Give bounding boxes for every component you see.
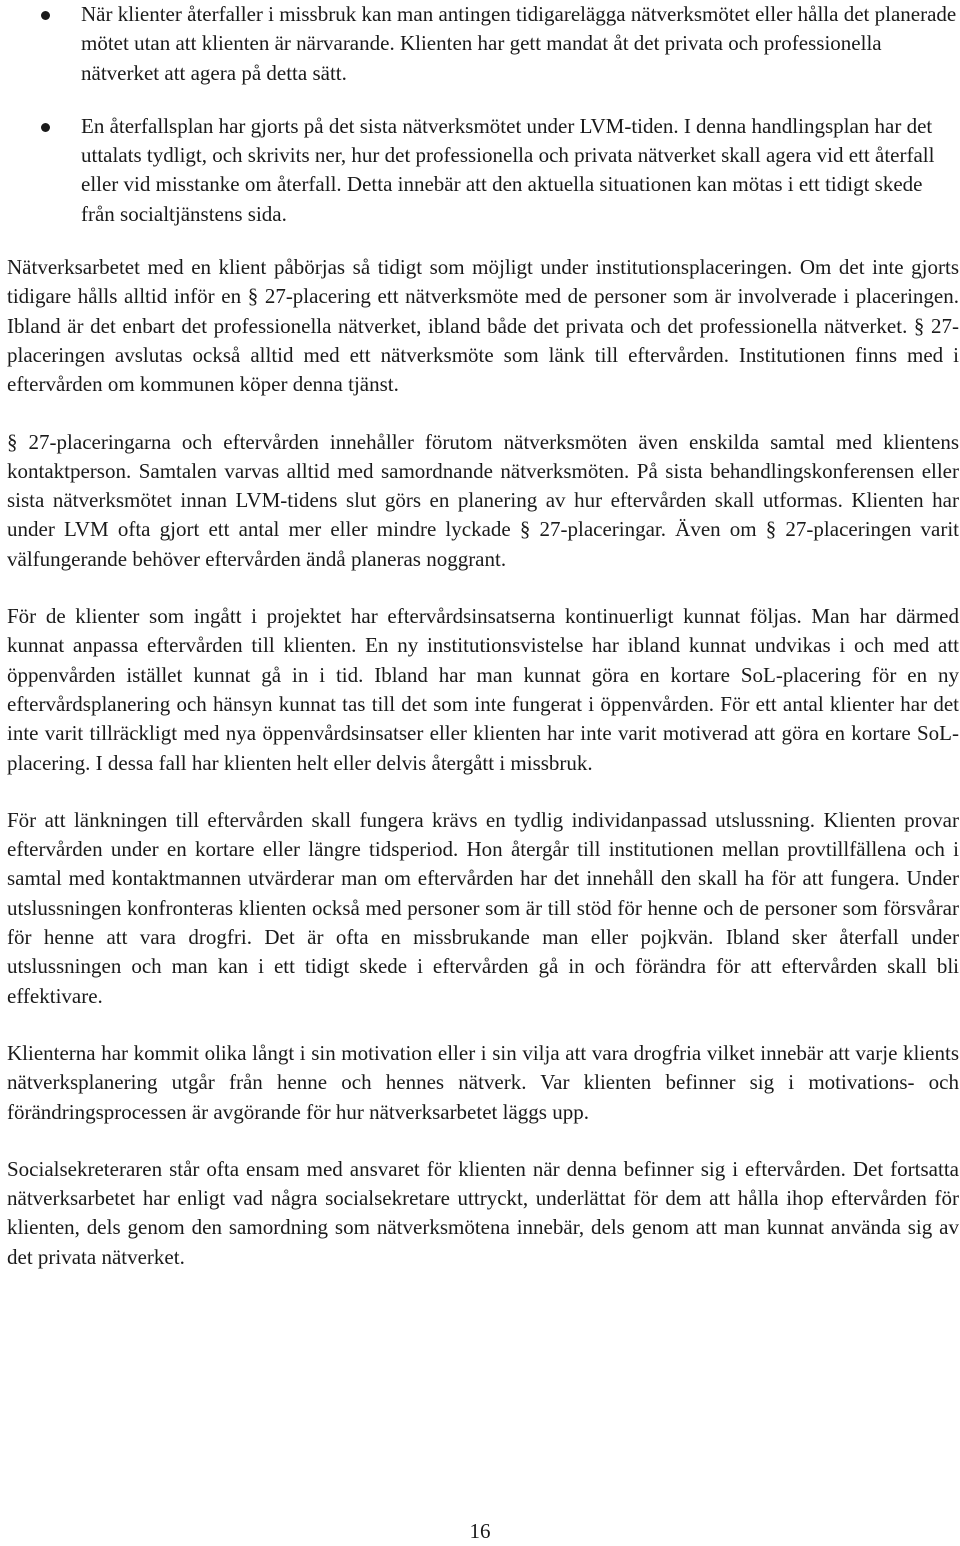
paragraph: Nätverksarbetet med en klient påbörjas så tidigt som möjligt under institutionsplaceringen. Om det inte gjorts tidigare hålls alltid inför en § 27-placering ett nätverksmöte med de personer som är involverade i placeringen. Ibland är det enbart det professionella nätverket, ibland både det privata och det professionella nätverket. § 27-placeringen avslutas också alltid med ett nätverksmöte som länk till eftervården. Institutionen finns med i eftervården om kommunen köper denna tjänst. (7, 255, 959, 397)
list-item (7, 112, 959, 229)
page-content (7, 0, 959, 1272)
paragraph: Klienterna har kommit olika långt i sin motivation eller i sin vilja att vara drogfria vilket innebär att varje klients nätverksplanering utgår från henne och hennes nätverk. Var klienten befinner sig i motivations- och förändringsprocessen är avgörande för hur nätverksarbetet läggs upp. (7, 1040, 959, 1124)
paragraph: Socialsekreteraren står ofta ensam med ansvaret för klienten när denna befinner sig i eftervården. Det fortsatta nätverksarbetet har enligt vad några socialsekretare uttryckt, underlättat för dem att hålla ihop eftervården för klienten, dels genom den samordning som nätverksmötena innebär, dels genom att man kunnat använda sig av det privata nätverket. (7, 1156, 959, 1269)
paragraph: För de klienter som ingått i projektet har eftervårdsinsatserna kontinuerligt kunnat följas. Man har därmed kunnat anpassa eftervården till klienten. En ny institutionsvistelse har ibland kunnat undvikas i och med att öppenvården istället kunnat gå in i tid. Ibland har man kunnat göra en kortare SoL-placering för en ny eftervårdsplanering och hänsyn kunnat tas till det som inte fungerat i öppenvården. För ett antal klienter har det inte varit tillräckligt med nya öppenvårdsinsatser eller klienten har inte varit motiverad att göra en kortare SoL-placering. I dessa fall har klienten helt eller delvis återgått i missbruk. (7, 604, 959, 775)
bullet-icon (41, 123, 50, 132)
list-item (7, 0, 959, 88)
paragraph: För att länkningen till eftervården skall fungera krävs en tydlig individanpassad utslussning. Klienten provar eftervården under en kortare eller längre tidsperiod. Hon återgår till institutionen mellan provtillfällena och i samtal med kontaktmannen utvärderar man om eftervården har det innehåll den skall ha för att fungera. Under utslussningen konfronteras klienten också med personer som är till stöd för henne och de personer som försvårar för henne att vara drogfri. Det är ofta en missbrukande man eller pojkvän. Ibland sker återfall under utslussningen och man kan i ett tidigt skede i eftervården gå in och förändra för att eftervården skall bli effektivare. (7, 807, 959, 1008)
bullet-text: När klienter återfaller i missbruk kan man antingen tidigarelägga nätverksmötet eller hålla det planerade mötet utan att klienten är närvarande. Klienten har gett mandat åt det privata och professionella nätverket att agera på detta sätt. (81, 2, 957, 85)
bullet-icon (41, 11, 50, 20)
page-number: 16 (469, 1519, 491, 1543)
bullet-list (7, 0, 959, 229)
bullet-text: En återfallsplan har gjorts på det sista nätverksmötet under LVM-tiden. I denna handlingsplan har det uttalats tydligt, och skrivits ner, hur det professionella och privata nätverket skall agera vid ett återfall eller vid misstanke om återfall. Detta innebär att den aktuella situationen kan mötas i ett tidigt skede från socialtjänstens sida. (81, 113, 935, 226)
paragraph: § 27-placeringarna och eftervården innehåller förutom nätverksmöten även enskilda samtal med klientens kontaktperson. Samtalen varvas alltid med samordnande nätverksmöten. På sista behandlingskonferensen eller sista nätverksmötet innan LVM-tidens slut görs en planering av hur eftervården skall utformas. Klienten har under LVM ofta gjort ett antal mer eller mindre lyckade § 27-placeringar. Även om § 27-placeringen varit välfungerande behöver eftervården ändå planeras noggrant. (7, 429, 959, 571)
